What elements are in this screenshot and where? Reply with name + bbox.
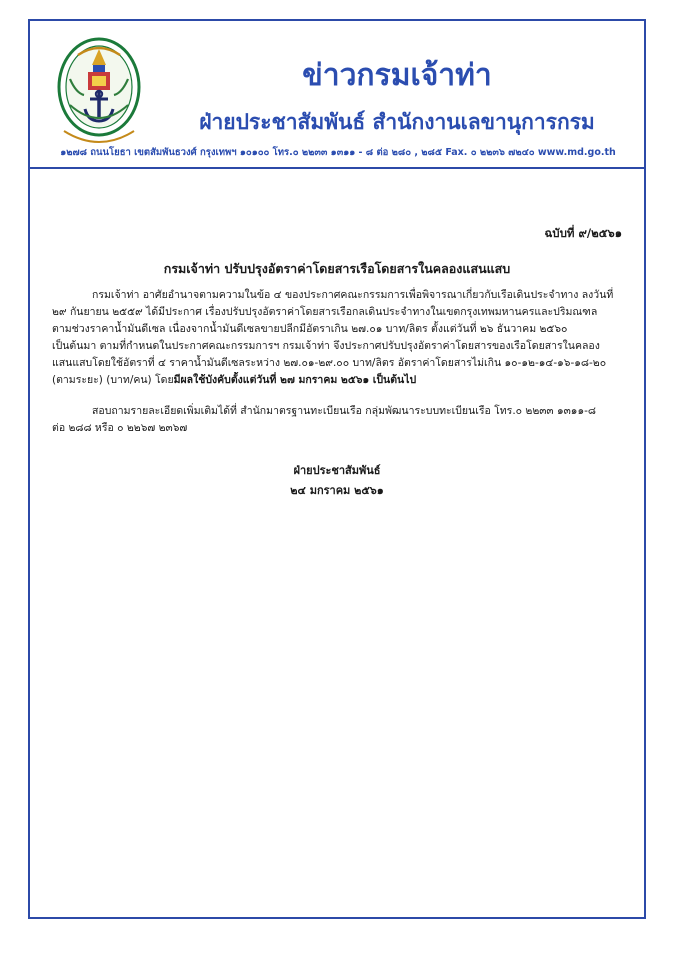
effective-date-text: มีผลใช้บังคับตั้งแต่วันที่ ๒๗ มกราคม ๒๕๖๑ เป็นต้นไป [173, 374, 417, 386]
paragraph-announcement [52, 287, 622, 389]
letterhead-title: ข่าวกรมเจ้าท่า [302, 58, 492, 93]
anchor-seal-icon [54, 35, 144, 153]
paragraph-line: กรมเจ้าท่า อาศัยอำนาจตามความในข้อ ๔ ของประกาศคณะกรรมการเพื่อพิจารณาเกี่ยวกับเรือเดินประจำทาง ลงวันที่ [92, 289, 614, 301]
paragraph-line: ต่อ ๒๘๘ หรือ ๐ ๒๒๖๗ ๒๓๖๗ [52, 422, 188, 434]
paragraph-line: สอบถามรายละเอียดเพิ่มเติมได้ที่ สำนักมาตรฐานทะเบียนเรือ กลุ่มพัฒนาระบบทะเบียนเรือ โทร.๐ ๒๒๓๓ ๑๓๑๑-๘ [92, 405, 597, 417]
letterhead [30, 21, 644, 169]
signature-date: ๒๔ มกราคม ๒๕๖๑ [290, 484, 384, 497]
issue-number: ฉบับที่ ๙/๒๕๖๑ [544, 226, 622, 240]
document-frame [28, 19, 646, 919]
letterhead-subtitle: ฝ่ายประชาสัมพันธ์ สำนักงานเลขานุการกรม [199, 110, 595, 134]
paragraph-line: แสนแสบโดยใช้อัตราที่ ๔ ราคาน้ำมันดีเซลระหว่าง ๒๗.๐๑-๒๙.๐๐ บาท/ลิตร อัตราค่าโดยสารไม่เกิน ๑๐-๑๒-๑๔-๑๖-๑๘-๒๐ [52, 357, 607, 369]
paragraph-line: ๒๙ กันยายน ๒๕๕๙ ได้มีประกาศ เรื่องปรับปรุงอัตราค่าโดยสารเรือกลเดินประจำทางในเขตกรุงเทพมหานครและปริมณฑล [52, 306, 598, 318]
document-title: กรมเจ้าท่า ปรับปรุงอัตราค่าโดยสารเรือโดยสารในคลองแสนแสบ [163, 261, 511, 276]
paragraph-line: ตามช่วงราคาน้ำมันดีเซล เนื่องจากน้ำมันดีเซลขายปลีกมีอัตราเกิน ๒๗.๐๑ บาท/ลิตร ตั้งแต่วันที่ ๒๖ ธันวาคม ๒๕๖๐ [52, 323, 568, 335]
paragraph-contact [52, 403, 622, 437]
paragraph-line-start: (ตามระยะ) (บาท/คน) โดย [52, 374, 174, 386]
paragraph-line [52, 372, 622, 389]
paragraph-line: เป็นต้นมา ตามที่กำหนดในประกาศคณะกรรมการฯ กรมเจ้าท่า จึงประกาศปรับปรุงอัตราค่าโดยสารของเรือโดยสารในคลอง [52, 340, 600, 352]
signature-org: ฝ่ายประชาสัมพันธ์ [293, 464, 381, 477]
letterhead-address: ๑๒๗๘ ถนนโยธา เขตสัมพันธวงศ์ กรุงเทพฯ ๑๐๑๐๐ โทร.๐ ๒๒๓๓ ๑๓๑๑ - ๘ ต่อ ๒๘๐ , ๒๘๕ Fax. ๐ ๒๒๓๖ ๗๒๔๐ www.md.go.th [60, 147, 616, 158]
